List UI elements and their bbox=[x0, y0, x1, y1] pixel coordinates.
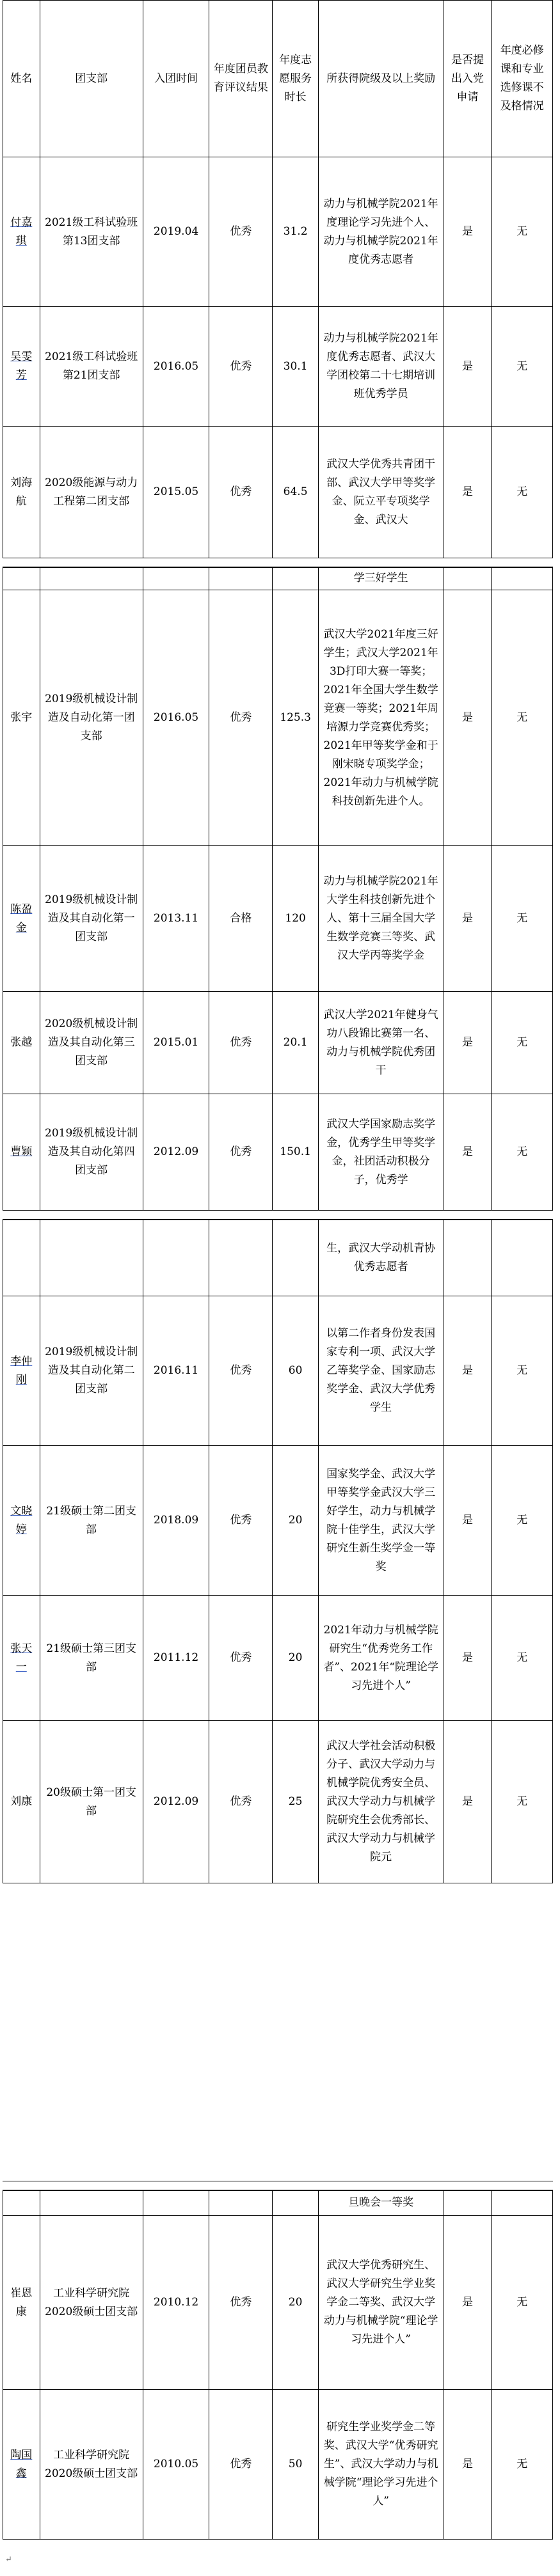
cell-party: 是 bbox=[444, 1296, 492, 1446]
cell-join-date bbox=[143, 1220, 209, 1296]
cell-party: 是 bbox=[444, 157, 492, 307]
cell-branch: 21级硕士第三团支部 bbox=[40, 1596, 143, 1721]
cell-failed bbox=[492, 2190, 553, 2216]
cell-branch: 21级硕士第二团支部 bbox=[40, 1446, 143, 1596]
cell-party bbox=[444, 567, 492, 590]
cell-hours: 20.1 bbox=[273, 992, 318, 1094]
cell-branch bbox=[40, 1220, 143, 1296]
cell-hours: 20 bbox=[273, 1446, 318, 1596]
cell-name: 崔恩康 bbox=[3, 2216, 40, 2390]
table-row-continuation bbox=[3, 567, 553, 590]
cell-party: 是 bbox=[444, 1094, 492, 1211]
header-name: 姓名 bbox=[3, 1, 40, 157]
cell-join-date: 2015.05 bbox=[143, 427, 209, 558]
cell-failed: 无 bbox=[492, 1094, 553, 1211]
cell-evaluation: 优秀 bbox=[209, 992, 273, 1094]
cell-branch: 2019级机械设计制造及自动化第一团支部 bbox=[40, 590, 143, 846]
cell-party: 是 bbox=[444, 307, 492, 427]
table-segment-3 bbox=[3, 1219, 553, 1883]
cell-join-date: 2016.05 bbox=[143, 590, 209, 846]
cell-branch bbox=[40, 2190, 143, 2216]
table-segment-1 bbox=[3, 0, 553, 558]
cell-join-date: 2019.04 bbox=[143, 157, 209, 307]
cell-join-date: 2015.01 bbox=[143, 992, 209, 1094]
cell-failed bbox=[492, 1220, 553, 1296]
cell-hours: 20 bbox=[273, 2216, 318, 2390]
cell-hours: 120 bbox=[273, 846, 318, 992]
cell-failed: 无 bbox=[492, 307, 553, 427]
cell-party bbox=[444, 2190, 492, 2216]
table-row bbox=[3, 1721, 553, 1883]
cell-awards: 武汉大学国家励志奖学金，优秀学生甲等奖学金，社团活动积极分子，优秀学 bbox=[318, 1094, 444, 1211]
cell-hours: 64.5 bbox=[273, 427, 318, 558]
cell-awards: 以第二作者身份发表国家专利一项、武汉大学乙等奖学金、国家励志奖学金、武汉大学优秀学生 bbox=[318, 1296, 444, 1446]
cell-name: 陶国鑫 bbox=[3, 2390, 40, 2540]
cell-evaluation: 优秀 bbox=[209, 1296, 273, 1446]
table-row bbox=[3, 1596, 553, 1721]
cell-name: 曹颖 bbox=[3, 1094, 40, 1211]
table-row bbox=[3, 992, 553, 1094]
cell-failed: 无 bbox=[492, 1296, 553, 1446]
cell-evaluation: 优秀 bbox=[209, 157, 273, 307]
paragraph-mark-icon: ↵ bbox=[5, 2555, 12, 2564]
cell-failed: 无 bbox=[492, 590, 553, 846]
cell-evaluation: 合格 bbox=[209, 846, 273, 992]
cell-evaluation: 优秀 bbox=[209, 1094, 273, 1211]
cell-join-date: 2016.11 bbox=[143, 1296, 209, 1446]
cell-branch: 2019级机械设计制造及其自动化第一团支部 bbox=[40, 846, 143, 992]
cell-evaluation: 优秀 bbox=[209, 307, 273, 427]
cell-name: 张天一 bbox=[3, 1596, 40, 1721]
cell-failed: 无 bbox=[492, 2390, 553, 2540]
cell-evaluation: 优秀 bbox=[209, 1596, 273, 1721]
cell-failed: 无 bbox=[492, 157, 553, 307]
table-row bbox=[3, 846, 553, 992]
cell-awards: 武汉大学2021年健身气功八段锦比赛第一名、动力与机械学院优秀团干 bbox=[318, 992, 444, 1094]
cell-hours: 31.2 bbox=[273, 157, 318, 307]
cell-awards: 学三好学生 bbox=[318, 567, 444, 590]
cell-name: 付嘉琪 bbox=[3, 157, 40, 307]
cell-branch bbox=[40, 567, 143, 590]
table-row bbox=[3, 1094, 553, 1211]
header-branch: 团支部 bbox=[40, 1, 143, 157]
cell-name: 张宇 bbox=[3, 590, 40, 846]
table-row bbox=[3, 1296, 553, 1446]
cell-join-date: 2011.12 bbox=[143, 1596, 209, 1721]
table-segment-2 bbox=[3, 567, 553, 1211]
cell-branch: 2019级机械设计制造及其自动化第四团支部 bbox=[40, 1094, 143, 1211]
cell-evaluation: 优秀 bbox=[209, 2216, 273, 2390]
header-party-application: 是否提出入党申请 bbox=[444, 1, 492, 157]
cell-name bbox=[3, 1220, 40, 1296]
cell-awards: 2021年动力与机械学院研究生“优秀党务工作者”、2021年“院理论学习先进个人” bbox=[318, 1596, 444, 1721]
cell-evaluation: 优秀 bbox=[209, 590, 273, 846]
cell-name: 刘康 bbox=[3, 1721, 40, 1883]
cell-failed: 无 bbox=[492, 1721, 553, 1883]
table-row bbox=[3, 307, 553, 427]
cell-branch: 2020级机械设计制造及其自动化第三团支部 bbox=[40, 992, 143, 1094]
cell-party: 是 bbox=[444, 2216, 492, 2390]
cell-name: 刘海航 bbox=[3, 427, 40, 558]
cell-awards: 武汉大学2021年度三好学生；武汉大学2021年3D打印大赛一等奖；2021年全国大学生数学竞赛一等奖；2021年周培源力学竞赛优秀奖；2021年甲等奖学金和于刚宋晓专项奖学金；2021年动力与机械学院科技创新先进个人。 bbox=[318, 590, 444, 846]
cell-join-date: 2012.09 bbox=[143, 1721, 209, 1883]
cell-hours bbox=[273, 1220, 318, 1296]
cell-name: 文晓婷 bbox=[3, 1446, 40, 1596]
cell-party: 是 bbox=[444, 1721, 492, 1883]
cell-failed: 无 bbox=[492, 846, 553, 992]
cell-awards: 武汉大学优秀共青团干部、武汉大学甲等奖学金、阮立平专项奖学金、武汉大 bbox=[318, 427, 444, 558]
cell-hours: 25 bbox=[273, 1721, 318, 1883]
cell-failed: 无 bbox=[492, 1596, 553, 1721]
header-failed-courses: 年度必修课和专业选修课不及格情况 bbox=[492, 1, 553, 157]
cell-awards: 武汉大学优秀研究生、武汉大学研究生学业奖学金二等奖、武汉大学动力与机械学院“理论学习先进个人” bbox=[318, 2216, 444, 2390]
cell-join-date: 2012.09 bbox=[143, 1094, 209, 1211]
cell-failed: 无 bbox=[492, 1446, 553, 1596]
cell-name: 李仲刚 bbox=[3, 1296, 40, 1446]
cell-hours bbox=[273, 567, 318, 590]
table-header-row bbox=[3, 1, 553, 157]
header-volunteer-hours: 年度志愿服务时长 bbox=[273, 1, 318, 157]
cell-party: 是 bbox=[444, 846, 492, 992]
table-row bbox=[3, 2390, 553, 2540]
cell-join-date: 2010.05 bbox=[143, 2390, 209, 2540]
cell-party: 是 bbox=[444, 427, 492, 558]
cell-name: 吴雯芳 bbox=[3, 307, 40, 427]
cell-hours: 30.1 bbox=[273, 307, 318, 427]
cell-awards: 动力与机械学院2021年度理论学习先进个人、动力与机械学院2021年度优秀志愿者 bbox=[318, 157, 444, 307]
cell-join-date: 2010.12 bbox=[143, 2216, 209, 2390]
table-row bbox=[3, 1446, 553, 1596]
header-awards: 所获得院级及以上奖励 bbox=[318, 1, 444, 157]
header-evaluation: 年度团员教育评议结果 bbox=[209, 1, 273, 157]
cell-evaluation: 优秀 bbox=[209, 1446, 273, 1596]
table-row bbox=[3, 2216, 553, 2390]
table-row bbox=[3, 590, 553, 846]
cell-join-date: 2016.05 bbox=[143, 307, 209, 427]
cell-branch: 2021级工科试验班第21团支部 bbox=[40, 307, 143, 427]
cell-evaluation: 优秀 bbox=[209, 427, 273, 558]
table-segment-4 bbox=[3, 2190, 553, 2540]
cell-awards: 研究生学业奖学金二等奖、武汉大学“优秀研究生”、武汉大学动力与机械学院“理论学习先进个人” bbox=[318, 2390, 444, 2540]
cell-hours: 20 bbox=[273, 1596, 318, 1721]
cell-failed: 无 bbox=[492, 2216, 553, 2390]
cell-branch: 2021级工科试验班第13团支部 bbox=[40, 157, 143, 307]
cell-failed bbox=[492, 567, 553, 590]
cell-evaluation: 优秀 bbox=[209, 1721, 273, 1883]
cell-awards: 动力与机械学院2021年度优秀志愿者、武汉大学团校第二十七期培训班优秀学员 bbox=[318, 307, 444, 427]
cell-join-date: 2013.11 bbox=[143, 846, 209, 992]
cell-join-date: 2018.09 bbox=[143, 1446, 209, 1596]
cell-party bbox=[444, 1220, 492, 1296]
header-join-date: 入团时间 bbox=[143, 1, 209, 157]
cell-branch: 2019级机械设计制造及其自动化第二团支部 bbox=[40, 1296, 143, 1446]
table-row-continuation bbox=[3, 2190, 553, 2216]
cell-awards: 国家奖学金、武汉大学甲等奖学金武汉大学三好学生，动力与机械学院十佳学生，武汉大学研究生新生奖学金一等奖 bbox=[318, 1446, 444, 1596]
cell-evaluation bbox=[209, 1220, 273, 1296]
cell-party: 是 bbox=[444, 1596, 492, 1721]
cell-party: 是 bbox=[444, 1446, 492, 1596]
cell-branch: 2020级能源与动力工程第二团支部 bbox=[40, 427, 143, 558]
cell-awards: 生，武汉大学动机青协优秀志愿者 bbox=[318, 1220, 444, 1296]
table-row bbox=[3, 157, 553, 307]
cell-name: 张越 bbox=[3, 992, 40, 1094]
cell-evaluation bbox=[209, 2190, 273, 2216]
cell-evaluation bbox=[209, 567, 273, 590]
cell-hours: 125.3 bbox=[273, 590, 318, 846]
cell-name bbox=[3, 567, 40, 590]
cell-join-date bbox=[143, 2190, 209, 2216]
cell-branch: 20级硕士第一团支部 bbox=[40, 1721, 143, 1883]
cell-name: 陈盈金 bbox=[3, 846, 40, 992]
cell-awards: 动力与机械学院2021年大学生科技创新先进个人、第十三届全国大学生数学竞赛三等奖、武汉大学丙等奖学金 bbox=[318, 846, 444, 992]
cell-join-date bbox=[143, 567, 209, 590]
cell-awards: 旦晚会一等奖 bbox=[318, 2190, 444, 2216]
cell-hours: 150.1 bbox=[273, 1094, 318, 1211]
cell-hours: 60 bbox=[273, 1296, 318, 1446]
cell-party: 是 bbox=[444, 992, 492, 1094]
cell-hours: 50 bbox=[273, 2390, 318, 2540]
cell-failed: 无 bbox=[492, 427, 553, 558]
cell-party: 是 bbox=[444, 590, 492, 846]
cell-evaluation: 优秀 bbox=[209, 2390, 273, 2540]
cell-branch: 工业科学研究院2020级硕士团支部 bbox=[40, 2216, 143, 2390]
table-row bbox=[3, 427, 553, 558]
cell-party: 是 bbox=[444, 2390, 492, 2540]
table-row-continuation bbox=[3, 1220, 553, 1296]
cell-name bbox=[3, 2190, 40, 2216]
cell-failed: 无 bbox=[492, 992, 553, 1094]
cell-awards: 武汉大学社会活动积极分子、武汉大学动力与机械学院优秀安全员、武汉大学动力与机械学院研究生会优秀部长、武汉大学动力与机械学院元 bbox=[318, 1721, 444, 1883]
cell-branch: 工业科学研究院2020级硕士团支部 bbox=[40, 2390, 143, 2540]
cell-hours bbox=[273, 2190, 318, 2216]
